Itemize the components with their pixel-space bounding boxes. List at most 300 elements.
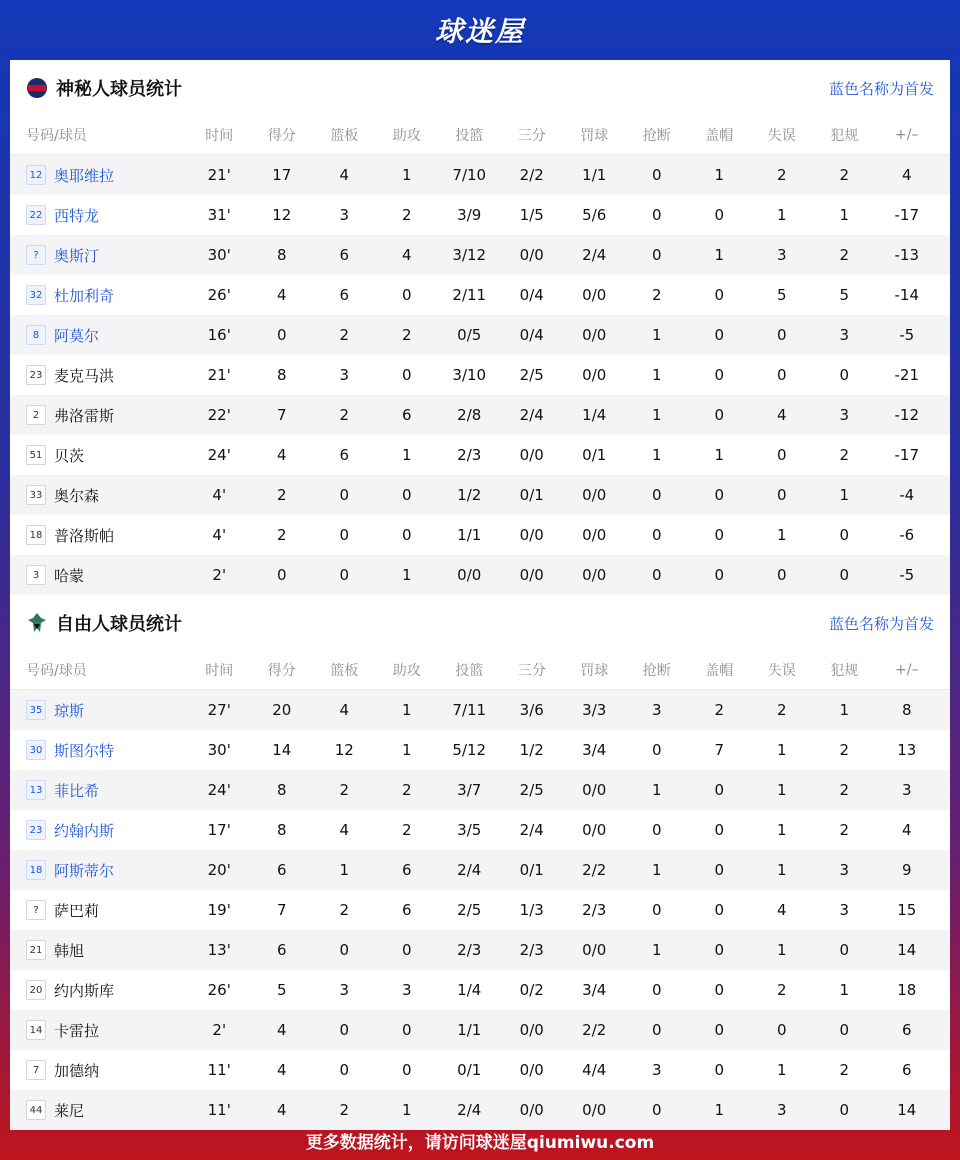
stat-cell: 2 xyxy=(839,821,850,839)
player-cell xyxy=(10,940,188,961)
stat-cell: 0/2 xyxy=(519,981,544,999)
jersey-number: 51 xyxy=(26,445,46,465)
stat-cell: 1 xyxy=(776,941,787,959)
stat-cell: -13 xyxy=(894,246,919,264)
stat-cell: 0 xyxy=(339,941,350,959)
stat-cell: 1/3 xyxy=(519,901,544,919)
jersey-number: 3 xyxy=(26,565,46,585)
stat-cell: 6 xyxy=(339,446,350,464)
stat-cell: 2/2 xyxy=(582,1021,607,1039)
stat-cell: 2/5 xyxy=(519,781,544,799)
stat-cell: 0 xyxy=(401,486,412,504)
table-row[interactable] xyxy=(10,890,950,930)
stat-cell: 1 xyxy=(776,861,787,879)
stat-cell: 0/0 xyxy=(582,526,607,544)
player-name[interactable]: 阿斯蒂尔 xyxy=(54,861,115,880)
stat-cell: 0/1 xyxy=(519,861,544,879)
stat-cell: 8 xyxy=(276,781,287,799)
player-name[interactable]: 斯图尔特 xyxy=(54,741,115,760)
stat-cell: 0/0 xyxy=(519,526,544,544)
stat-cell: 26' xyxy=(207,286,231,304)
stat-cell: 2/4 xyxy=(457,1101,482,1119)
player-name[interactable]: 卡雷拉 xyxy=(54,1021,100,1040)
stat-cell: 4 xyxy=(901,166,912,184)
stat-cell: 12 xyxy=(334,741,354,759)
player-name[interactable]: 约内斯库 xyxy=(54,981,115,1000)
stat-cell: 3 xyxy=(651,701,662,719)
player-name[interactable]: 麦克马洪 xyxy=(54,366,115,385)
stat-cell: 0/0 xyxy=(519,566,544,584)
player-cell xyxy=(10,780,188,801)
stat-cell: 0/0 xyxy=(582,1101,607,1119)
column-header: +/– xyxy=(895,662,919,678)
table-row[interactable] xyxy=(10,970,950,1010)
stat-cell: 21' xyxy=(207,366,231,384)
stat-cell: 0 xyxy=(714,901,725,919)
stat-cell: 27' xyxy=(207,701,231,719)
table-row[interactable] xyxy=(10,395,950,435)
stat-cell: 2/3 xyxy=(582,901,607,919)
stat-cell: 0/0 xyxy=(582,366,607,384)
player-cell xyxy=(10,900,188,921)
stat-cell: 0 xyxy=(401,1061,412,1079)
stat-cell: 1 xyxy=(776,821,787,839)
player-cell xyxy=(10,860,188,881)
player-name[interactable]: 加德纳 xyxy=(54,1061,100,1080)
jersey-number: 2 xyxy=(26,405,46,425)
stat-cell: 5 xyxy=(276,981,287,999)
column-header: 罚球 xyxy=(580,663,609,679)
stat-cell: 20' xyxy=(207,861,231,879)
stat-cell: 3/10 xyxy=(452,366,487,384)
stat-cell: 2 xyxy=(401,326,412,344)
column-header: 盖帽 xyxy=(705,128,734,144)
stat-cell: 0/4 xyxy=(519,286,544,304)
stat-cell: 2 xyxy=(339,901,350,919)
stat-cell: 1/4 xyxy=(457,981,482,999)
column-header: 抢断 xyxy=(642,128,671,144)
stat-cell: 24' xyxy=(207,446,231,464)
jersey-number: 8 xyxy=(26,325,46,345)
player-name[interactable]: 弗洛雷斯 xyxy=(54,406,115,425)
player-name[interactable]: 哈蒙 xyxy=(54,566,85,585)
stat-cell: 20 xyxy=(272,701,292,719)
player-name[interactable]: 琼斯 xyxy=(54,701,85,720)
stat-cell: 8 xyxy=(276,366,287,384)
stat-cell: 0 xyxy=(651,901,662,919)
stat-cell: 2 xyxy=(776,981,787,999)
stat-cell: 1/2 xyxy=(457,486,482,504)
table-row[interactable] xyxy=(10,930,950,970)
player-cell xyxy=(10,445,188,466)
stat-cell: 6 xyxy=(276,861,287,879)
stat-cell: 0 xyxy=(651,486,662,504)
stat-cell: 3 xyxy=(339,981,350,999)
stat-cell: 2/3 xyxy=(457,446,482,464)
player-cell xyxy=(10,285,188,306)
team-title: 神秘人球员统计 xyxy=(56,79,182,100)
stat-cell: 0/0 xyxy=(582,566,607,584)
stat-cell: 0 xyxy=(714,486,725,504)
stat-cell: 6 xyxy=(901,1021,912,1039)
stat-cell: 5 xyxy=(839,286,850,304)
stat-cell: 1 xyxy=(714,166,725,184)
player-name[interactable]: 萨巴莉 xyxy=(54,901,100,920)
stat-cell: 0 xyxy=(401,1021,412,1039)
stat-cell: 1 xyxy=(776,781,787,799)
stat-cell: 0/0 xyxy=(582,486,607,504)
jersey-number: 30 xyxy=(26,740,46,760)
stat-cell: 0 xyxy=(651,741,662,759)
table-row[interactable] xyxy=(10,770,950,810)
stat-cell: 1 xyxy=(839,486,850,504)
column-header: 抢断 xyxy=(642,663,671,679)
stat-cell: 1 xyxy=(401,741,412,759)
stat-cell: 4/4 xyxy=(582,1061,607,1079)
stat-cell: 0/0 xyxy=(582,286,607,304)
player-cell xyxy=(10,365,188,386)
stat-cell: 4 xyxy=(276,286,287,304)
stat-cell: 2 xyxy=(276,526,287,544)
stat-cell: 2/5 xyxy=(457,901,482,919)
stat-cell: 7/11 xyxy=(452,701,487,719)
stat-cell: 2/4 xyxy=(519,406,544,424)
stat-cell: 0/0 xyxy=(582,326,607,344)
stat-cell: 2/4 xyxy=(519,821,544,839)
column-header: 时间 xyxy=(205,663,234,679)
stat-cell: 2 xyxy=(401,821,412,839)
stat-cell: 3/4 xyxy=(582,981,607,999)
stat-cell: 8 xyxy=(276,246,287,264)
starter-note: 蓝色名称为首发 xyxy=(828,79,934,98)
stat-cell: 4 xyxy=(276,1061,287,1079)
stat-cell: 0 xyxy=(276,566,287,584)
stat-cell: 5/12 xyxy=(452,741,487,759)
stat-cell: 1/1 xyxy=(582,166,607,184)
stat-cell: 0 xyxy=(839,526,850,544)
stat-cell: 3/4 xyxy=(582,741,607,759)
stat-cell: 0 xyxy=(776,486,787,504)
stat-cell: 8 xyxy=(276,821,287,839)
stat-cell: 1/4 xyxy=(582,406,607,424)
stat-cell: 1 xyxy=(651,326,662,344)
jersey-number: 44 xyxy=(26,1100,46,1120)
player-cell xyxy=(10,525,188,546)
stat-cell: 14 xyxy=(897,941,917,959)
stat-cell: 2 xyxy=(839,1061,850,1079)
brand-logo: 球迷屋 xyxy=(434,15,525,48)
stat-cell: -14 xyxy=(894,286,919,304)
stat-cell: 2 xyxy=(276,486,287,504)
stat-cell: 6 xyxy=(339,286,350,304)
stat-cell: 30' xyxy=(207,246,231,264)
table-row[interactable] xyxy=(10,435,950,475)
table-row[interactable] xyxy=(10,1050,950,1090)
stat-cell: 2/11 xyxy=(452,286,487,304)
stat-cell: 0 xyxy=(339,526,350,544)
table-row[interactable] xyxy=(10,850,950,890)
stat-cell: -5 xyxy=(899,566,915,584)
stat-cell: 1 xyxy=(339,861,350,879)
stat-cell: 3 xyxy=(839,901,850,919)
stat-cell: 4 xyxy=(901,821,912,839)
jersey-number: 23 xyxy=(26,820,46,840)
column-header: 罚球 xyxy=(580,128,609,144)
player-name[interactable]: 杜加利奇 xyxy=(54,286,115,305)
stat-cell: 1 xyxy=(651,941,662,959)
stat-cell: 0 xyxy=(401,366,412,384)
column-header: 三分 xyxy=(517,128,546,144)
stat-cell: 1 xyxy=(839,981,850,999)
stat-cell: 3 xyxy=(339,366,350,384)
column-header: +/– xyxy=(895,127,919,143)
stat-cell: 0 xyxy=(714,1061,725,1079)
player-name[interactable]: 菲比希 xyxy=(54,781,100,800)
stat-cell: 31' xyxy=(207,206,231,224)
column-header: 得分 xyxy=(267,663,296,679)
stat-cell: 2/3 xyxy=(519,941,544,959)
stat-cell: 0 xyxy=(401,286,412,304)
stat-cell: 1/1 xyxy=(457,1021,482,1039)
column-header: 号码/球员 xyxy=(26,663,87,679)
jersey-number: ? xyxy=(26,245,46,265)
stat-cell: 8 xyxy=(901,701,912,719)
player-cell xyxy=(10,325,188,346)
stat-cell: 2/8 xyxy=(457,406,482,424)
stat-cell: 2 xyxy=(401,781,412,799)
table-row[interactable] xyxy=(10,1010,950,1050)
stat-cell: 2 xyxy=(839,246,850,264)
stat-cell: 0/0 xyxy=(582,781,607,799)
stat-cell: 1/5 xyxy=(519,206,544,224)
stat-cell: 11' xyxy=(207,1101,231,1119)
stat-cell: 0 xyxy=(339,1021,350,1039)
stat-cell: 0/1 xyxy=(519,486,544,504)
stat-cell: 2 xyxy=(714,701,725,719)
jersey-number: 35 xyxy=(26,700,46,720)
player-name[interactable]: 西特龙 xyxy=(54,206,100,225)
stat-cell: 2 xyxy=(776,166,787,184)
stat-cell: 2 xyxy=(776,701,787,719)
stat-cell: 9 xyxy=(901,861,912,879)
stat-cell: 2 xyxy=(839,781,850,799)
stat-cell: 0 xyxy=(651,566,662,584)
stat-cell: 0 xyxy=(714,1021,725,1039)
column-header: 助攻 xyxy=(392,128,421,144)
stat-cell: 3/3 xyxy=(582,701,607,719)
stat-cell: 0 xyxy=(651,1021,662,1039)
stat-cell: 0 xyxy=(651,821,662,839)
player-cell xyxy=(10,1100,188,1121)
stat-cell: 6 xyxy=(339,246,350,264)
player-cell xyxy=(10,700,188,721)
jersey-number: 18 xyxy=(26,525,46,545)
table-header xyxy=(10,651,950,690)
jersey-number: 13 xyxy=(26,780,46,800)
stat-cell: 7/10 xyxy=(452,166,487,184)
mystics-icon xyxy=(26,77,48,99)
stat-cell: 0 xyxy=(839,1101,850,1119)
stat-cell: 21' xyxy=(207,166,231,184)
stat-cell: 4 xyxy=(339,701,350,719)
stat-cell: 7 xyxy=(276,901,287,919)
stat-cell: 2 xyxy=(339,1101,350,1119)
stat-cell: 2 xyxy=(401,206,412,224)
stat-cell: 1/1 xyxy=(457,526,482,544)
table-row[interactable] xyxy=(10,235,950,275)
stat-cell: 1 xyxy=(839,701,850,719)
starter-note: 蓝色名称为首发 xyxy=(828,614,934,633)
stat-cell: 0 xyxy=(776,326,787,344)
stat-cell: 0/1 xyxy=(582,446,607,464)
stat-cell: 0 xyxy=(401,941,412,959)
stat-cell: 3 xyxy=(776,1101,787,1119)
table-row[interactable] xyxy=(10,555,950,595)
player-name[interactable]: 约翰内斯 xyxy=(54,821,115,840)
stat-cell: 1 xyxy=(776,1061,787,1079)
stat-cell: 3 xyxy=(401,981,412,999)
stat-cell: 17' xyxy=(207,821,231,839)
stat-cell: -21 xyxy=(894,366,919,384)
player-cell xyxy=(10,565,188,586)
player-cell xyxy=(10,405,188,426)
player-cell xyxy=(10,165,188,186)
stat-cell: 0/0 xyxy=(519,246,544,264)
stat-cell: 2 xyxy=(339,326,350,344)
stat-cell: 0 xyxy=(339,486,350,504)
stat-cell: 0/0 xyxy=(519,1101,544,1119)
stat-cell: 2 xyxy=(839,166,850,184)
stat-cell: 16' xyxy=(207,326,231,344)
stat-cell: 0 xyxy=(714,366,725,384)
stat-cell: -17 xyxy=(894,206,919,224)
player-name[interactable]: 阿莫尔 xyxy=(54,326,100,345)
stat-cell: -17 xyxy=(894,446,919,464)
player-name[interactable]: 韩旭 xyxy=(54,941,85,960)
jersey-number: 12 xyxy=(26,165,46,185)
stat-cell: 0/0 xyxy=(519,1021,544,1039)
player-name[interactable]: 莱尼 xyxy=(54,1101,85,1120)
jersey-number: 14 xyxy=(26,1020,46,1040)
stat-cell: 24' xyxy=(207,781,231,799)
stat-cell: 11' xyxy=(207,1061,231,1079)
jersey-number: 21 xyxy=(26,940,46,960)
player-cell xyxy=(10,740,188,761)
table-row[interactable] xyxy=(10,195,950,235)
table-row[interactable] xyxy=(10,515,950,555)
player-name[interactable]: 奥斯汀 xyxy=(54,246,100,265)
stat-cell: 0 xyxy=(714,566,725,584)
stat-cell: 0 xyxy=(839,566,850,584)
player-cell xyxy=(10,1020,188,1041)
stat-cell: 3/5 xyxy=(457,821,482,839)
player-cell xyxy=(10,245,188,266)
stat-cell: 14 xyxy=(897,1101,917,1119)
column-header: 三分 xyxy=(517,663,546,679)
table-row[interactable] xyxy=(10,355,950,395)
stat-cell: 26' xyxy=(207,981,231,999)
table-row[interactable] xyxy=(10,275,950,315)
table-row[interactable] xyxy=(10,730,950,770)
stat-cell: 0 xyxy=(714,286,725,304)
table-row[interactable] xyxy=(10,810,950,850)
stat-cell: 2/5 xyxy=(519,366,544,384)
stat-cell: 7 xyxy=(714,741,725,759)
column-header: 篮板 xyxy=(330,663,359,679)
stat-cell: 2' xyxy=(212,566,227,584)
stat-cell: 3/12 xyxy=(452,246,487,264)
player-name[interactable]: 普洛斯帕 xyxy=(54,526,115,545)
stat-cell: 1 xyxy=(714,446,725,464)
stat-cell: 7 xyxy=(276,406,287,424)
player-name[interactable]: 奥尔森 xyxy=(54,486,100,505)
stat-cell: -6 xyxy=(899,526,915,544)
stat-cell: 1 xyxy=(651,861,662,879)
top-bar xyxy=(0,0,960,60)
column-header: 犯规 xyxy=(830,663,859,679)
stat-cell: 3/6 xyxy=(519,701,544,719)
stat-cell: 0/0 xyxy=(582,941,607,959)
table-row[interactable] xyxy=(10,690,950,730)
table-row[interactable] xyxy=(10,315,950,355)
column-header: 失误 xyxy=(767,128,796,144)
table-row[interactable] xyxy=(10,155,950,195)
stat-cell: 0 xyxy=(714,526,725,544)
table-body xyxy=(10,690,950,1130)
stat-cell: 22' xyxy=(207,406,231,424)
player-name[interactable]: 贝茨 xyxy=(54,446,85,465)
table-row[interactable] xyxy=(10,475,950,515)
stat-cell: 0/0 xyxy=(519,446,544,464)
stat-cell: 0 xyxy=(839,941,850,959)
stat-cell: 3/9 xyxy=(457,206,482,224)
stat-cell: -4 xyxy=(899,486,915,504)
stat-cell: 0 xyxy=(839,366,850,384)
column-header: 时间 xyxy=(205,128,234,144)
stat-cell: 3 xyxy=(839,861,850,879)
stat-cell: 0/4 xyxy=(519,326,544,344)
stat-cell: 1 xyxy=(401,701,412,719)
jersey-number: 33 xyxy=(26,485,46,505)
stat-cell: 6 xyxy=(401,406,412,424)
stat-cell: 1 xyxy=(776,741,787,759)
stat-cell: 2 xyxy=(651,286,662,304)
team-section xyxy=(10,60,950,595)
stat-cell: 0 xyxy=(714,861,725,879)
player-name[interactable]: 奥耶维拉 xyxy=(54,166,115,185)
stat-cell: 17 xyxy=(272,166,292,184)
stat-cell: 14 xyxy=(272,741,292,759)
team-title: 自由人球员统计 xyxy=(56,614,182,635)
stat-cell: 0 xyxy=(401,526,412,544)
footer-text: 更多数据统计，请访问球迷屋qiumiwu.com xyxy=(305,1132,655,1153)
column-header: 篮板 xyxy=(330,128,359,144)
stat-cell: 1 xyxy=(776,526,787,544)
stat-cell: 2/4 xyxy=(582,246,607,264)
stat-cell: 4 xyxy=(276,446,287,464)
stat-cell: 0 xyxy=(839,1021,850,1039)
jersey-number: 18 xyxy=(26,860,46,880)
stat-cell: 6 xyxy=(401,861,412,879)
stat-cell: 12 xyxy=(272,206,292,224)
stat-cell: 3 xyxy=(901,781,912,799)
stat-cell: 1 xyxy=(776,206,787,224)
stat-cell: 0 xyxy=(776,1021,787,1039)
stat-cell: 0 xyxy=(714,326,725,344)
stat-cell: 13' xyxy=(207,941,231,959)
stat-cell: 4 xyxy=(339,821,350,839)
column-header: 助攻 xyxy=(392,663,421,679)
